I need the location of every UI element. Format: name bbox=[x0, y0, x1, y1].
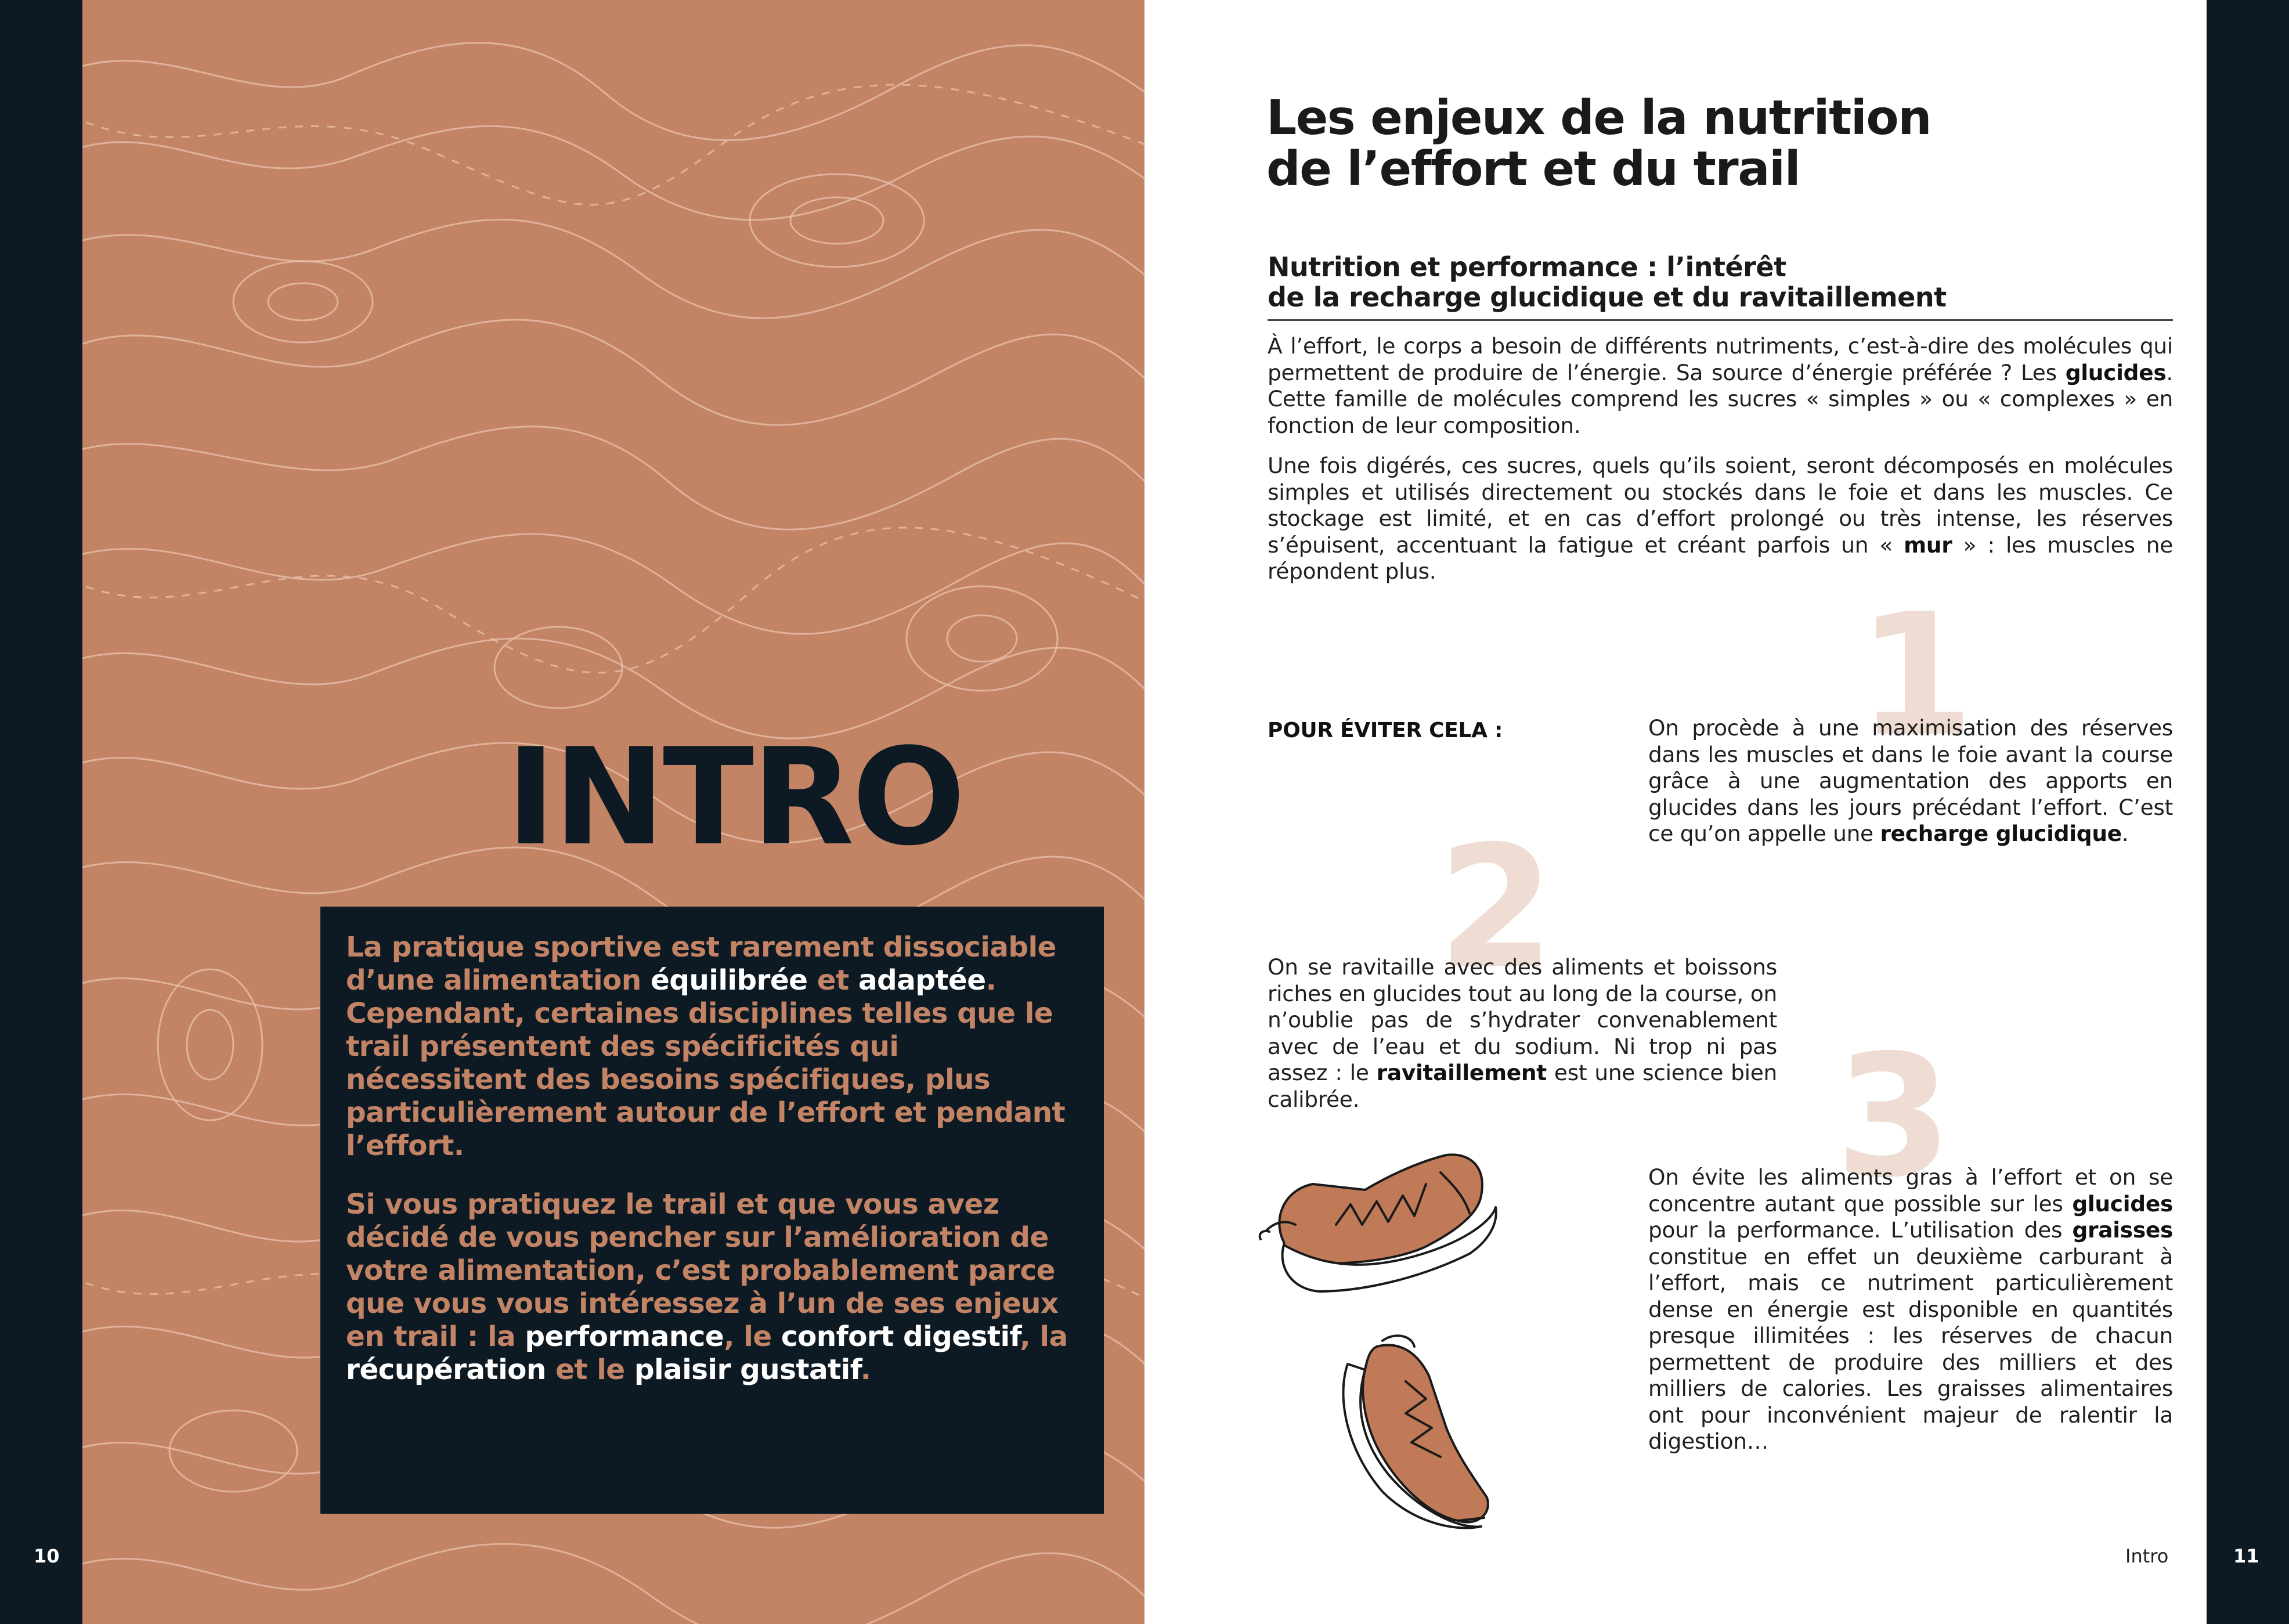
body-text: À l’effort, le corps a besoin de différents nutriments, c’est-à-dire des molécules qui permettent de produire de l’énergie. Sa source d’énergie préférée ? Les bbox=[1268, 333, 2173, 385]
subtitle-divider bbox=[1268, 319, 2173, 321]
intro-text: . Cependant, certaines disciplines telles que le trail présentent des spécificités qui nécessitent des besoins spécifiques, plus particulièrement autour de l’effort et pendant l’effort. bbox=[346, 964, 1066, 1162]
footer-section-label: Intro bbox=[2125, 1545, 2169, 1567]
bold-glucides: glucides bbox=[2072, 1190, 2173, 1217]
body-text: constitue en effet un deuxième carburant à l’effort, mais ce nutriment particulièrement dense en énergie est disponible en quantités presque illimitées : les réserves de chacun permettent de produire des milliers et des milliers de calories. Les graisses alimentaires ont pour inconvénient majeur de ralentir la digestion… bbox=[1648, 1243, 2173, 1454]
page-title bbox=[1266, 93, 1931, 195]
step-number-2: 2 bbox=[1438, 810, 1555, 1006]
body-text: est une science bien calibrée. bbox=[1268, 1060, 1777, 1112]
body-text: Une fois digérés, ces sucres, quels qu’ils soient, seront décomposés en molécules simples et utilisés directement ou stockés dans le foie et dans les muscles. Ce stockage est limité, et en cas d’effort prolongé ou très intense, les réserves s’épuisent, accentuant la fatigue et créant parfois un « bbox=[1268, 453, 2173, 558]
intro-title: INTRO bbox=[506, 720, 963, 875]
page-number-right: 11 bbox=[2233, 1545, 2259, 1567]
body-text: » : les muscles ne répondent plus. bbox=[1268, 532, 2173, 584]
intro-paragraph-1 bbox=[346, 931, 1081, 1163]
highlight-adaptee: adaptée bbox=[858, 964, 986, 997]
intro-text: Si vous pratiquez le trail et que vous avez décidé de vous pencher sur l’amélioration de votre alimentation, c’est probablement parce que vous vous intéressez à l’un de ses enjeux en trail : la bbox=[346, 1188, 1059, 1353]
highlight-recuperation: récupération bbox=[346, 1354, 546, 1386]
highlight-confort-digestif: confort digestif bbox=[781, 1320, 1020, 1353]
bold-glucides: glucides bbox=[2065, 359, 2167, 385]
bold-ravitaillement: ravitaillement bbox=[1376, 1060, 1547, 1085]
point-1-text bbox=[1648, 715, 2173, 847]
page-number-left: 10 bbox=[34, 1545, 60, 1567]
paragraph-1 bbox=[1268, 333, 2173, 439]
paragraph-2 bbox=[1268, 453, 2173, 585]
point-3-text bbox=[1648, 1164, 2173, 1455]
highlight-performance: performance bbox=[525, 1320, 724, 1353]
intro-box bbox=[320, 907, 1104, 1514]
highlight-equilibree: équilibrée bbox=[650, 964, 808, 997]
body-text: pour la performance. L’utilisation des bbox=[1648, 1217, 2073, 1243]
step-number-3: 3 bbox=[1835, 1019, 1952, 1215]
body-text: On se ravitaille avec des aliments et boissons riches en glucides tout au long de la course, on n’oublie pas de s’hydrater convenablement avec de l’eau et du sodium. Ni trop ni pas assez : le bbox=[1268, 954, 1777, 1085]
title-line-1: Les enjeux de la nutrition bbox=[1266, 91, 1931, 146]
right-page bbox=[1144, 0, 2207, 1624]
intro-text: , la bbox=[1020, 1320, 1068, 1353]
trail-shoe-illustration bbox=[1319, 1329, 1510, 1532]
intro-text: et le bbox=[546, 1354, 634, 1386]
intro-text: et bbox=[807, 964, 858, 997]
intro-text: La pratique sportive est rarement dissociable d’une alimentation bbox=[346, 931, 1056, 997]
section-subtitle bbox=[1268, 252, 1947, 312]
bold-mur: mur bbox=[1904, 532, 1952, 558]
body-text: On procède à une maximisation des réserves dans les muscles et dans le foie avant la course grâce à une augmentation des apports en glucides dans les jours précédant l’effort. C’est ce qu’on appelle une bbox=[1648, 715, 2173, 846]
intro-text: , le bbox=[724, 1320, 781, 1353]
point-2-text bbox=[1268, 954, 1777, 1113]
highlight-plaisir-gustatif: plaisir gustatif bbox=[634, 1354, 861, 1386]
body-text: . Cette famille de molécules comprend les sucres « simples » ou « complexes » en fonction de leur composition. bbox=[1268, 359, 2173, 438]
subtitle-line-2: de la recharge glucidique et du ravitaillement bbox=[1268, 282, 1947, 313]
trail-shoe-illustration bbox=[1249, 1149, 1510, 1318]
title-line-2: de l’effort et du trail bbox=[1266, 142, 1800, 197]
subtitle-line-1: Nutrition et performance : l’intérêt bbox=[1268, 251, 1786, 283]
intro-text: . bbox=[860, 1354, 871, 1386]
left-page bbox=[82, 0, 1144, 1624]
body-text: On évite les aliments gras à l’effort et on se concentre autant que possible sur les bbox=[1648, 1164, 2173, 1217]
step-number-1: 1 bbox=[1857, 578, 1974, 774]
pour-eviter-label: POUR ÉVITER CELA : bbox=[1268, 719, 1503, 742]
intro-paragraph-2 bbox=[346, 1188, 1081, 1387]
bold-recharge-glucidique: recharge glucidique bbox=[1880, 821, 2122, 846]
bold-graisses: graisses bbox=[2072, 1217, 2173, 1243]
body-text: . bbox=[2121, 821, 2129, 846]
